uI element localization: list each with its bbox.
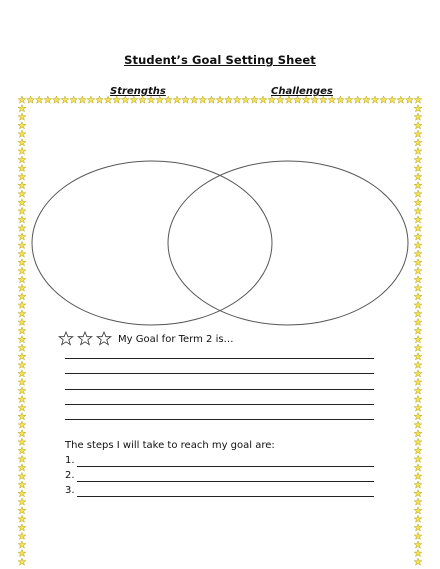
goal-writing-line[interactable]	[65, 419, 374, 420]
star-outline-icon	[77, 331, 93, 347]
goal-writing-line[interactable]	[65, 358, 374, 359]
challenges-circle	[168, 161, 408, 325]
step-item[interactable]	[65, 485, 374, 499]
step-writing-line[interactable]	[77, 496, 374, 497]
strengths-circle	[32, 161, 272, 325]
step-number: 3.	[65, 485, 75, 496]
goal-prompt: My Goal for Term 2 is…	[118, 333, 234, 345]
step-writing-line[interactable]	[77, 481, 374, 482]
goal-writing-line[interactable]	[65, 389, 374, 390]
step-number: 2.	[65, 470, 75, 481]
step-writing-line[interactable]	[77, 466, 374, 467]
steps-heading: The steps I will take to reach my goal are:	[65, 440, 275, 451]
page-title: Student’s Goal Setting Sheet	[124, 53, 316, 67]
step-item[interactable]	[65, 455, 374, 469]
strengths-label: Strengths	[110, 86, 166, 97]
challenges-label: Challenges	[271, 86, 333, 97]
goal-prompt-row	[58, 331, 234, 347]
star-outline-icon	[96, 331, 112, 347]
step-item[interactable]	[65, 470, 374, 484]
star-outline-icon	[58, 331, 74, 347]
goal-writing-line[interactable]	[65, 373, 374, 374]
goal-writing-line[interactable]	[65, 404, 374, 405]
step-number: 1.	[65, 455, 75, 466]
